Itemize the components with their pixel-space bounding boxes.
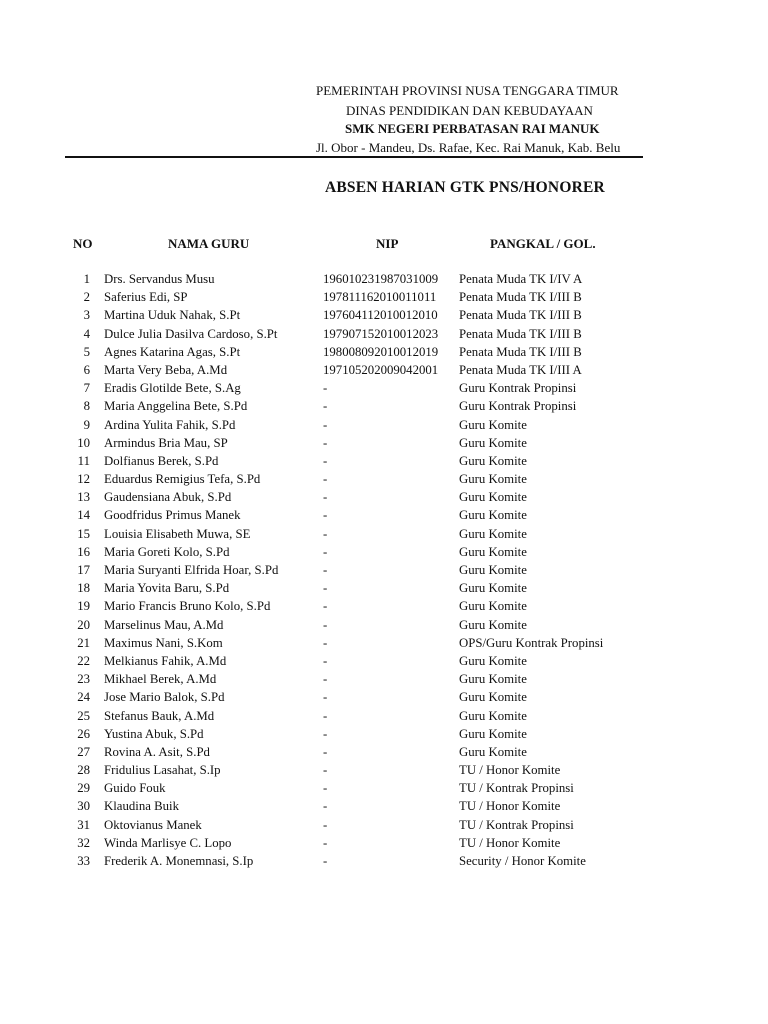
teacher-rank: Guru Komite <box>459 508 527 523</box>
table-row <box>0 380 768 398</box>
column-header-rank: PANGKAL / GOL. <box>490 236 596 251</box>
row-number: 7 <box>83 381 90 396</box>
teacher-name: Klaudina Buik <box>104 799 179 814</box>
table-row <box>0 635 768 653</box>
table-row <box>0 744 768 762</box>
header-divider <box>65 156 643 158</box>
teacher-rank: Guru Komite <box>459 563 527 577</box>
row-number: 4 <box>83 326 90 341</box>
teacher-rank: Guru Komite <box>459 672 527 687</box>
teacher-name: Marta Very Beba, A.Md <box>104 362 228 377</box>
teacher-name: Agnes Katarina Agas, S.Pt <box>104 344 241 359</box>
teacher-nip: 197604112010012010 <box>323 308 438 323</box>
teacher-nip: - <box>323 835 328 850</box>
teacher-nip: - <box>323 744 328 759</box>
teacher-nip: - <box>323 672 328 687</box>
teacher-rank: Guru Komite <box>459 490 527 505</box>
teacher-nip: - <box>323 399 328 414</box>
teacher-rank: Penata Muda TK I/III B <box>459 344 582 359</box>
teacher-nip: - <box>323 617 328 632</box>
teacher-name: Guido Fouk <box>104 781 166 796</box>
teacher-name: Stefanus Bauk, A.Md <box>104 708 215 723</box>
row-number: 20 <box>77 617 90 632</box>
teacher-nip: 197811162010011011 <box>323 290 437 305</box>
teacher-rank: Penata Muda TK I/IV A <box>459 272 583 286</box>
teacher-name: Louisia Elisabeth Muwa, SE <box>104 526 251 541</box>
teacher-name: Maximus Nani, S.Kom <box>104 635 223 650</box>
table-row <box>0 417 768 435</box>
teacher-name: Eradis Glotilde Bete, S.Ag <box>104 381 241 396</box>
row-number: 17 <box>77 563 90 577</box>
teacher-nip: - <box>323 381 328 396</box>
row-number: 25 <box>77 708 90 723</box>
teacher-rank: Guru Komite <box>459 472 527 487</box>
teacher-name: Maria Goreti Kolo, S.Pd <box>104 544 230 559</box>
teacher-rank: TU / Kontrak Propinsi <box>459 781 574 796</box>
teacher-rank: TU / Honor Komite <box>459 763 561 778</box>
teacher-nip: - <box>323 563 328 577</box>
teacher-nip: - <box>323 635 328 650</box>
teacher-rank: Guru Komite <box>459 435 527 450</box>
teacher-name: Ardina Yulita Fahik, S.Pd <box>104 417 236 432</box>
table-row <box>0 453 768 471</box>
row-number: 9 <box>83 417 90 432</box>
row-number: 18 <box>77 581 90 596</box>
row-number: 23 <box>77 672 90 687</box>
teacher-name: Maria Suryanti Elfrida Hoar, S.Pd <box>104 563 279 577</box>
row-number: 10 <box>77 435 90 450</box>
teacher-nip: - <box>323 763 328 778</box>
teacher-rank: Guru Komite <box>459 690 527 705</box>
row-number: 15 <box>77 526 90 541</box>
teacher-nip: - <box>323 854 328 868</box>
teacher-name: Maria Yovita Baru, S.Pd <box>104 581 230 596</box>
teacher-rank: OPS/Guru Kontrak Propinsi <box>459 635 604 650</box>
teacher-nip: - <box>323 653 328 668</box>
teacher-name: Goodfridus Primus Manek <box>104 508 241 523</box>
teacher-rank: Guru Komite <box>459 453 527 468</box>
teacher-rank: Guru Komite <box>459 708 527 723</box>
teacher-name: Rovina A. Asit, S.Pd <box>104 744 210 759</box>
table-row <box>0 835 768 853</box>
table-row <box>0 653 768 671</box>
table-row <box>0 526 768 544</box>
table-row <box>0 471 768 489</box>
teacher-rank: Penata Muda TK I/III A <box>459 362 582 377</box>
row-number: 6 <box>83 362 90 377</box>
teacher-name: Armindus Bria Mau, SP <box>104 435 228 450</box>
teacher-rank: Penata Muda TK I/III B <box>459 326 582 341</box>
teacher-rank: Guru Komite <box>459 617 527 632</box>
row-number: 32 <box>77 835 90 850</box>
row-number: 26 <box>77 726 90 741</box>
teacher-nip: - <box>323 726 328 741</box>
teacher-name: Gaudensiana Abuk, S.Pd <box>104 490 232 505</box>
row-number: 27 <box>77 744 90 759</box>
table-row <box>0 708 768 726</box>
teacher-rank: Guru Kontrak Propinsi <box>459 399 577 414</box>
teacher-nip: - <box>323 472 328 487</box>
table-row <box>0 726 768 744</box>
teacher-nip: 197907152010012023 <box>323 326 439 341</box>
teacher-nip: - <box>323 599 328 614</box>
teacher-rank: Guru Komite <box>459 744 527 759</box>
teacher-rank: Guru Komite <box>459 653 527 668</box>
teacher-name: Mario Francis Bruno Kolo, S.Pd <box>104 599 271 614</box>
teacher-name: Oktovianus Manek <box>104 817 202 832</box>
row-number: 5 <box>83 344 90 359</box>
table-row <box>0 671 768 689</box>
teacher-rank: Guru Komite <box>459 581 527 596</box>
row-number: 28 <box>77 763 90 778</box>
table-row <box>0 817 768 835</box>
teacher-nip: - <box>323 817 328 832</box>
table-row <box>0 271 768 289</box>
row-number: 16 <box>77 544 90 559</box>
teacher-nip: 198008092010012019 <box>323 344 439 359</box>
teacher-name: Winda Marlisye C. Lopo <box>104 835 232 850</box>
teacher-name: Yustina Abuk, S.Pd <box>104 726 204 741</box>
teacher-nip: - <box>323 690 328 705</box>
row-number: 22 <box>77 653 90 668</box>
teacher-nip: 197105202009042001 <box>323 362 439 377</box>
table-row <box>0 507 768 525</box>
table-row <box>0 798 768 816</box>
teacher-nip: - <box>323 781 328 796</box>
teacher-rank: TU / Honor Komite <box>459 799 561 814</box>
teacher-rank: Guru Komite <box>459 417 527 432</box>
teacher-nip: - <box>323 490 328 505</box>
teacher-nip: - <box>323 435 328 450</box>
teacher-rank: TU / Honor Komite <box>459 835 561 850</box>
teacher-nip: - <box>323 417 328 432</box>
row-number: 24 <box>77 690 90 705</box>
teacher-nip: - <box>323 526 328 541</box>
row-number: 13 <box>77 490 90 505</box>
teacher-name: Maria Anggelina Bete, S.Pd <box>104 399 248 414</box>
teacher-name: Fridulius Lasahat, S.Ip <box>104 763 221 778</box>
letterhead-address: Jl. Obor - Mandeu, Ds. Rafae, Kec. Rai Manuk, Kab. Belu <box>316 140 621 155</box>
teacher-name: Dolfianus Berek, S.Pd <box>104 453 219 468</box>
teacher-name: Martina Uduk Nahak, S.Pt <box>104 308 241 323</box>
teacher-name: Drs. Servandus Musu <box>104 272 215 286</box>
table-row <box>0 435 768 453</box>
row-number: 8 <box>83 399 90 414</box>
row-number: 33 <box>77 854 90 868</box>
table-row <box>0 689 768 707</box>
teacher-rank: Guru Kontrak Propinsi <box>459 381 577 396</box>
row-number: 21 <box>77 635 90 650</box>
table-row <box>0 562 768 580</box>
column-header-name: NAMA GURU <box>168 236 250 251</box>
row-number: 31 <box>77 817 90 832</box>
teacher-nip: - <box>323 799 328 814</box>
table-row <box>0 853 768 871</box>
table-row <box>0 289 768 307</box>
teacher-name: Melkianus Fahik, A.Md <box>104 653 227 668</box>
table-row <box>0 398 768 416</box>
row-number: 14 <box>77 508 90 523</box>
row-number: 2 <box>83 290 90 305</box>
teacher-rank: Guru Komite <box>459 726 527 741</box>
teacher-nip: 196010231987031009 <box>323 272 439 286</box>
teacher-name: Saferius Edi, SP <box>104 290 188 305</box>
teacher-rank: Penata Muda TK I/III B <box>459 308 582 323</box>
teacher-name: Dulce Julia Dasilva Cardoso, S.Pt <box>104 326 278 341</box>
table-row <box>0 489 768 507</box>
table-row <box>0 362 768 380</box>
table-row <box>0 580 768 598</box>
teacher-rank: Guru Komite <box>459 544 527 559</box>
table-row <box>0 762 768 780</box>
column-header-no: NO <box>73 236 93 251</box>
teacher-rank: Guru Komite <box>459 526 527 541</box>
column-header-nip: NIP <box>376 236 399 251</box>
row-number: 29 <box>77 781 90 796</box>
row-number: 3 <box>83 308 90 323</box>
row-number: 1 <box>83 272 90 286</box>
letterhead-province: PEMERINTAH PROVINSI NUSA TENGGARA TIMUR <box>316 83 619 98</box>
teacher-rank: Guru Komite <box>459 599 527 614</box>
table-row <box>0 326 768 344</box>
row-number: 11 <box>77 453 90 468</box>
row-number: 30 <box>77 799 90 814</box>
table-row <box>0 598 768 616</box>
table-row <box>0 544 768 562</box>
teacher-name: Marselinus Mau, A.Md <box>104 617 224 632</box>
table-row <box>0 344 768 362</box>
teacher-nip: - <box>323 544 328 559</box>
table-row <box>0 617 768 635</box>
teacher-nip: - <box>323 581 328 596</box>
row-number: 19 <box>77 599 90 614</box>
row-number: 12 <box>77 472 90 487</box>
teacher-rank: Penata Muda TK I/III B <box>459 290 582 305</box>
letterhead-department: DINAS PENDIDIKAN DAN KEBUDAYAAN <box>346 103 593 118</box>
teacher-nip: - <box>323 453 328 468</box>
teacher-name: Frederik A. Monemnasi, S.Ip <box>104 854 254 868</box>
teacher-nip: - <box>323 708 328 723</box>
teacher-name: Eduardus Remigius Tefa, S.Pd <box>104 472 261 487</box>
letterhead-school: SMK NEGERI PERBATASAN RAI MANUK <box>345 121 600 136</box>
teacher-rank: TU / Kontrak Propinsi <box>459 817 574 832</box>
table-row <box>0 780 768 798</box>
teacher-nip: - <box>323 508 328 523</box>
document-title: ABSEN HARIAN GTK PNS/HONORER <box>325 179 605 196</box>
teacher-rank: Security / Honor Komite <box>459 854 586 868</box>
teacher-name: Mikhael Berek, A.Md <box>104 672 217 687</box>
teacher-name: Jose Mario Balok, S.Pd <box>104 690 225 705</box>
table-row <box>0 307 768 325</box>
attendance-table <box>0 271 768 871</box>
